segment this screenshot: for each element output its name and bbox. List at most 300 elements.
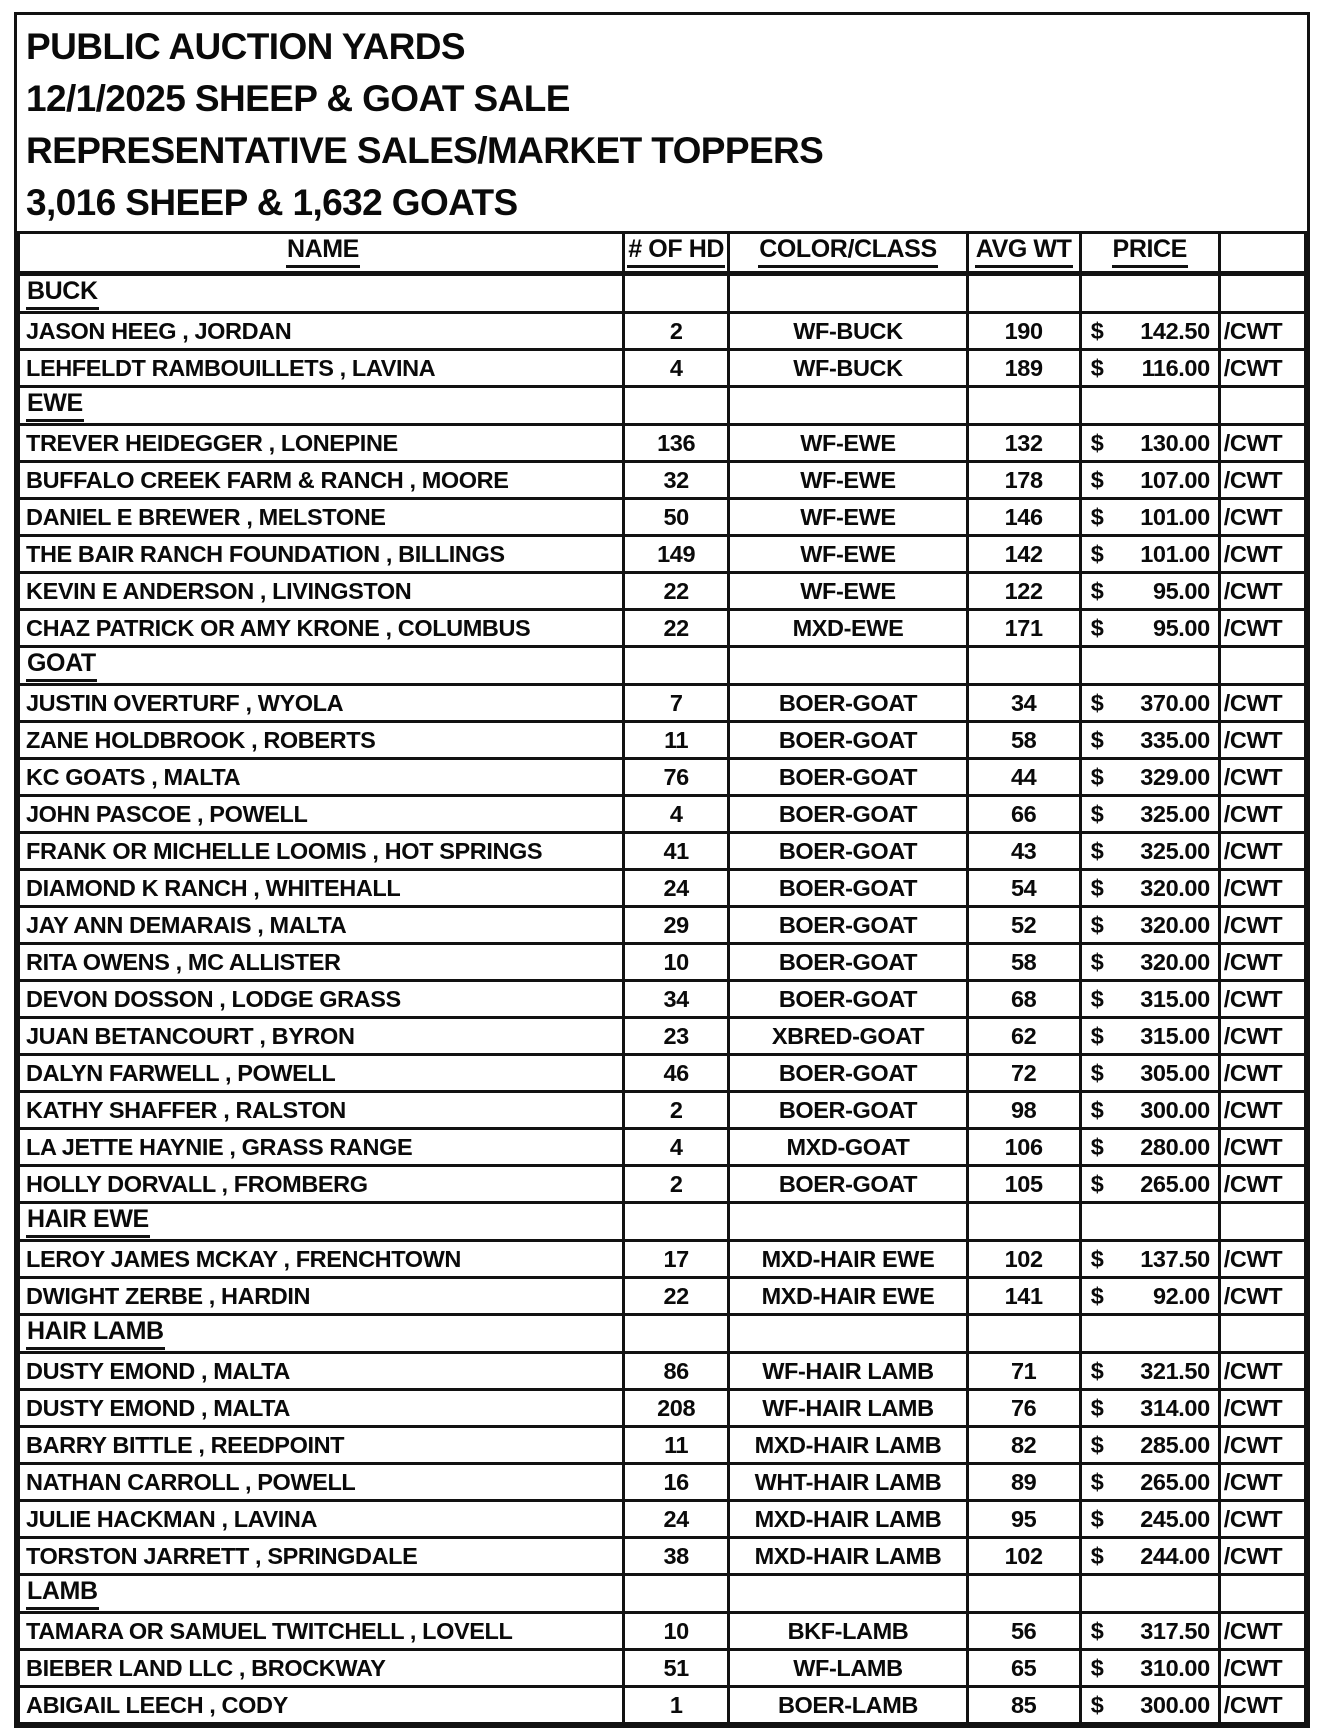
cell-head-count: 16 bbox=[623, 1464, 729, 1501]
price-dollar: $ bbox=[1090, 948, 1104, 975]
cell-avg-weight: 132 bbox=[967, 425, 1080, 462]
cell-avg-weight: 102 bbox=[967, 1538, 1080, 1575]
cell-price bbox=[1080, 499, 1219, 536]
section-label: EWE bbox=[26, 389, 84, 422]
empty-cell bbox=[1080, 1203, 1219, 1241]
price-amount: 107.00 bbox=[1140, 466, 1210, 493]
cell-avg-weight: 58 bbox=[967, 944, 1080, 981]
price-amount: 320.00 bbox=[1140, 874, 1210, 901]
cell-avg-weight: 106 bbox=[967, 1129, 1080, 1166]
price-dollar: $ bbox=[1090, 1022, 1104, 1049]
price-amount: 315.00 bbox=[1140, 985, 1210, 1012]
cell-color-class: BOER-GOAT bbox=[729, 796, 967, 833]
cell-head-count: 11 bbox=[623, 722, 729, 759]
price-dollar: $ bbox=[1090, 985, 1104, 1012]
cell-head-count: 24 bbox=[623, 870, 729, 907]
cell-seller-name: BARRY BITTLE , REEDPOINT bbox=[19, 1427, 624, 1464]
cell-unit: /CWT bbox=[1219, 1687, 1305, 1724]
section-cell bbox=[19, 1203, 624, 1241]
table-row bbox=[19, 944, 1306, 981]
cell-avg-weight: 178 bbox=[967, 462, 1080, 499]
table-row bbox=[19, 870, 1306, 907]
cell-head-count: 38 bbox=[623, 1538, 729, 1575]
col-header-price: PRICE bbox=[1080, 233, 1219, 274]
cell-unit: /CWT bbox=[1219, 462, 1305, 499]
cell-seller-name: ZANE HOLDBROOK , ROBERTS bbox=[19, 722, 624, 759]
cell-seller-name: DUSTY EMOND , MALTA bbox=[19, 1390, 624, 1427]
cell-seller-name: NATHAN CARROLL , POWELL bbox=[19, 1464, 624, 1501]
cell-unit: /CWT bbox=[1219, 1241, 1305, 1278]
cell-avg-weight: 85 bbox=[967, 1687, 1080, 1724]
cell-color-class: XBRED-GOAT bbox=[729, 1018, 967, 1055]
cell-avg-weight: 82 bbox=[967, 1427, 1080, 1464]
table-row bbox=[19, 1018, 1306, 1055]
section-label: HAIR LAMB bbox=[26, 1317, 165, 1350]
cell-color-class: MXD-HAIR LAMB bbox=[729, 1427, 967, 1464]
cell-head-count: 17 bbox=[623, 1241, 729, 1278]
cell-unit: /CWT bbox=[1219, 536, 1305, 573]
cell-color-class: BOER-GOAT bbox=[729, 685, 967, 722]
empty-cell bbox=[1219, 1203, 1305, 1241]
cell-avg-weight: 71 bbox=[967, 1353, 1080, 1390]
sales-table-body bbox=[19, 274, 1306, 1724]
price-dollar: $ bbox=[1090, 726, 1104, 753]
cell-color-class: WF-HAIR LAMB bbox=[729, 1353, 967, 1390]
price-amount: 245.00 bbox=[1140, 1505, 1210, 1532]
price-dollar: $ bbox=[1090, 1431, 1104, 1458]
cell-seller-name: LA JETTE HAYNIE , GRASS RANGE bbox=[19, 1129, 624, 1166]
price-wrap bbox=[1082, 727, 1218, 754]
price-amount: 320.00 bbox=[1140, 948, 1210, 975]
table-row bbox=[19, 722, 1306, 759]
cell-avg-weight: 122 bbox=[967, 573, 1080, 610]
cell-avg-weight: 189 bbox=[967, 350, 1080, 387]
price-wrap bbox=[1082, 1432, 1218, 1459]
price-dollar: $ bbox=[1090, 763, 1104, 790]
cell-head-count: 23 bbox=[623, 1018, 729, 1055]
head-count-summary: 3,016 SHEEP & 1,632 GOATS bbox=[26, 182, 518, 223]
cell-head-count: 32 bbox=[623, 462, 729, 499]
section-cell bbox=[19, 647, 624, 685]
cell-seller-name: JUSTIN OVERTURF , WYOLA bbox=[19, 685, 624, 722]
cell-price bbox=[1080, 313, 1219, 350]
cell-avg-weight: 146 bbox=[967, 499, 1080, 536]
sales-table-header bbox=[19, 233, 1306, 274]
cell-unit: /CWT bbox=[1219, 870, 1305, 907]
cell-price bbox=[1080, 425, 1219, 462]
cell-avg-weight: 98 bbox=[967, 1092, 1080, 1129]
cell-seller-name: JAY ANN DEMARAIS , MALTA bbox=[19, 907, 624, 944]
section-cell bbox=[19, 1575, 624, 1613]
cell-seller-name: JULIE HACKMAN , LAVINA bbox=[19, 1501, 624, 1538]
price-wrap bbox=[1082, 838, 1218, 865]
cell-head-count: 11 bbox=[623, 1427, 729, 1464]
cell-seller-name: HOLLY DORVALL , FROMBERG bbox=[19, 1166, 624, 1203]
price-dollar: $ bbox=[1090, 1059, 1104, 1086]
table-row bbox=[19, 685, 1306, 722]
empty-cell bbox=[729, 387, 967, 425]
cell-unit: /CWT bbox=[1219, 1427, 1305, 1464]
price-wrap bbox=[1082, 1023, 1218, 1050]
price-amount: 370.00 bbox=[1140, 689, 1210, 716]
cell-price bbox=[1080, 536, 1219, 573]
cell-price bbox=[1080, 1427, 1219, 1464]
cell-seller-name: TORSTON JARRETT , SPRINGDALE bbox=[19, 1538, 624, 1575]
cell-unit: /CWT bbox=[1219, 981, 1305, 1018]
section-cell bbox=[19, 387, 624, 425]
price-wrap bbox=[1082, 1134, 1218, 1161]
cell-head-count: 4 bbox=[623, 1129, 729, 1166]
table-row bbox=[19, 1613, 1306, 1650]
empty-cell bbox=[1219, 274, 1305, 313]
table-row bbox=[19, 1166, 1306, 1203]
cell-head-count: 51 bbox=[623, 1650, 729, 1687]
cell-head-count: 7 bbox=[623, 685, 729, 722]
table-row bbox=[19, 759, 1306, 796]
cell-price bbox=[1080, 1390, 1219, 1427]
section-cell bbox=[19, 274, 624, 313]
cell-seller-name: LEROY JAMES MCKAY , FRENCHTOWN bbox=[19, 1241, 624, 1278]
section-label: HAIR EWE bbox=[26, 1205, 150, 1238]
cell-unit: /CWT bbox=[1219, 1129, 1305, 1166]
price-amount: 101.00 bbox=[1140, 540, 1210, 567]
cell-avg-weight: 95 bbox=[967, 1501, 1080, 1538]
price-dollar: $ bbox=[1090, 1170, 1104, 1197]
cell-color-class: WF-BUCK bbox=[729, 350, 967, 387]
empty-cell bbox=[1080, 1315, 1219, 1353]
empty-cell bbox=[1219, 387, 1305, 425]
cell-price bbox=[1080, 685, 1219, 722]
cell-unit: /CWT bbox=[1219, 685, 1305, 722]
cell-color-class: WF-EWE bbox=[729, 462, 967, 499]
empty-cell bbox=[623, 1575, 729, 1613]
cell-head-count: 22 bbox=[623, 573, 729, 610]
cell-unit: /CWT bbox=[1219, 610, 1305, 647]
section-label: LAMB bbox=[26, 1577, 99, 1610]
price-dollar: $ bbox=[1090, 466, 1104, 493]
price-wrap bbox=[1082, 355, 1218, 382]
price-dollar: $ bbox=[1090, 1096, 1104, 1123]
price-wrap bbox=[1082, 801, 1218, 828]
empty-cell bbox=[1219, 1315, 1305, 1353]
table-row bbox=[19, 1501, 1306, 1538]
price-dollar: $ bbox=[1090, 1245, 1104, 1272]
table-row bbox=[19, 1241, 1306, 1278]
cell-avg-weight: 58 bbox=[967, 722, 1080, 759]
cell-seller-name: DEVON DOSSON , LODGE GRASS bbox=[19, 981, 624, 1018]
cell-unit: /CWT bbox=[1219, 1092, 1305, 1129]
cell-seller-name: DALYN FARWELL , POWELL bbox=[19, 1055, 624, 1092]
table-row bbox=[19, 1390, 1306, 1427]
cell-head-count: 2 bbox=[623, 1166, 729, 1203]
table-row bbox=[19, 1650, 1306, 1687]
cell-color-class: BOER-GOAT bbox=[729, 981, 967, 1018]
cell-color-class: MXD-HAIR EWE bbox=[729, 1278, 967, 1315]
cell-price bbox=[1080, 944, 1219, 981]
cell-price bbox=[1080, 722, 1219, 759]
empty-cell bbox=[1219, 647, 1305, 685]
cell-unit: /CWT bbox=[1219, 1018, 1305, 1055]
price-wrap bbox=[1082, 949, 1218, 976]
cell-price bbox=[1080, 1501, 1219, 1538]
price-wrap bbox=[1082, 690, 1218, 717]
price-wrap bbox=[1082, 1097, 1218, 1124]
cell-price bbox=[1080, 350, 1219, 387]
cell-avg-weight: 56 bbox=[967, 1613, 1080, 1650]
cell-color-class: MXD-GOAT bbox=[729, 1129, 967, 1166]
cell-unit: /CWT bbox=[1219, 499, 1305, 536]
price-wrap bbox=[1082, 1543, 1218, 1570]
cell-avg-weight: 68 bbox=[967, 981, 1080, 1018]
cell-price bbox=[1080, 1241, 1219, 1278]
price-wrap bbox=[1082, 615, 1218, 642]
cell-color-class: BOER-GOAT bbox=[729, 944, 967, 981]
cell-price bbox=[1080, 907, 1219, 944]
empty-cell bbox=[729, 1315, 967, 1353]
price-dollar: $ bbox=[1090, 1691, 1104, 1718]
cell-head-count: 2 bbox=[623, 1092, 729, 1129]
section-row bbox=[19, 647, 1306, 685]
cell-color-class: MXD-EWE bbox=[729, 610, 967, 647]
cell-price bbox=[1080, 1055, 1219, 1092]
cell-head-count: 86 bbox=[623, 1353, 729, 1390]
cell-seller-name: CHAZ PATRICK OR AMY KRONE , COLUMBUS bbox=[19, 610, 624, 647]
cell-color-class: BKF-LAMB bbox=[729, 1613, 967, 1650]
price-dollar: $ bbox=[1090, 503, 1104, 530]
price-dollar: $ bbox=[1090, 1282, 1104, 1309]
cell-seller-name: TAMARA OR SAMUEL TWITCHELL , LOVELL bbox=[19, 1613, 624, 1650]
price-amount: 314.00 bbox=[1140, 1394, 1210, 1421]
cell-seller-name: JASON HEEG , JORDAN bbox=[19, 313, 624, 350]
cell-seller-name: JUAN BETANCOURT , BYRON bbox=[19, 1018, 624, 1055]
cell-unit: /CWT bbox=[1219, 796, 1305, 833]
cell-color-class: BOER-GOAT bbox=[729, 759, 967, 796]
report-header bbox=[17, 15, 1307, 231]
cell-color-class: WF-BUCK bbox=[729, 313, 967, 350]
table-row bbox=[19, 462, 1306, 499]
cell-avg-weight: 102 bbox=[967, 1241, 1080, 1278]
cell-avg-weight: 171 bbox=[967, 610, 1080, 647]
price-amount: 325.00 bbox=[1140, 800, 1210, 827]
cell-unit: /CWT bbox=[1219, 1464, 1305, 1501]
section-row bbox=[19, 387, 1306, 425]
report-subtitle: REPRESENTATIVE SALES/MARKET TOPPERS bbox=[26, 130, 824, 171]
cell-color-class: BOER-GOAT bbox=[729, 722, 967, 759]
cell-unit: /CWT bbox=[1219, 722, 1305, 759]
cell-head-count: 208 bbox=[623, 1390, 729, 1427]
cell-color-class: BOER-GOAT bbox=[729, 870, 967, 907]
section-label: GOAT bbox=[26, 649, 97, 682]
cell-unit: /CWT bbox=[1219, 759, 1305, 796]
cell-seller-name: DANIEL E BREWER , MELSTONE bbox=[19, 499, 624, 536]
price-wrap bbox=[1082, 1395, 1218, 1422]
section-row bbox=[19, 1575, 1306, 1613]
cell-seller-name: LEHFELDT RAMBOUILLETS , LAVINA bbox=[19, 350, 624, 387]
cell-unit: /CWT bbox=[1219, 833, 1305, 870]
price-dollar: $ bbox=[1090, 1617, 1104, 1644]
empty-cell bbox=[729, 274, 967, 313]
empty-cell bbox=[729, 1203, 967, 1241]
cell-unit: /CWT bbox=[1219, 1278, 1305, 1315]
price-wrap bbox=[1082, 912, 1218, 939]
cell-color-class: WF-HAIR LAMB bbox=[729, 1390, 967, 1427]
cell-price bbox=[1080, 1166, 1219, 1203]
price-wrap bbox=[1082, 467, 1218, 494]
cell-seller-name: DUSTY EMOND , MALTA bbox=[19, 1353, 624, 1390]
empty-cell bbox=[1080, 274, 1219, 313]
empty-cell bbox=[623, 274, 729, 313]
empty-cell bbox=[729, 647, 967, 685]
cell-head-count: 10 bbox=[623, 944, 729, 981]
cell-head-count: 10 bbox=[623, 1613, 729, 1650]
cell-head-count: 24 bbox=[623, 1501, 729, 1538]
price-amount: 305.00 bbox=[1140, 1059, 1210, 1086]
price-wrap bbox=[1082, 541, 1218, 568]
empty-cell bbox=[967, 274, 1080, 313]
cell-head-count: 2 bbox=[623, 313, 729, 350]
cell-seller-name: RITA OWENS , MC ALLISTER bbox=[19, 944, 624, 981]
price-dollar: $ bbox=[1090, 577, 1104, 604]
cell-unit: /CWT bbox=[1219, 1166, 1305, 1203]
price-amount: 310.00 bbox=[1140, 1654, 1210, 1681]
cell-unit: /CWT bbox=[1219, 907, 1305, 944]
cell-avg-weight: 142 bbox=[967, 536, 1080, 573]
price-amount: 265.00 bbox=[1140, 1170, 1210, 1197]
price-amount: 325.00 bbox=[1140, 837, 1210, 864]
empty-cell bbox=[623, 647, 729, 685]
cell-seller-name: DIAMOND K RANCH , WHITEHALL bbox=[19, 870, 624, 907]
table-row bbox=[19, 1092, 1306, 1129]
table-row bbox=[19, 1538, 1306, 1575]
cell-seller-name: FRANK OR MICHELLE LOOMIS , HOT SPRINGS bbox=[19, 833, 624, 870]
cell-price bbox=[1080, 1018, 1219, 1055]
cell-avg-weight: 141 bbox=[967, 1278, 1080, 1315]
price-amount: 280.00 bbox=[1140, 1133, 1210, 1160]
cell-avg-weight: 34 bbox=[967, 685, 1080, 722]
col-header-name: NAME bbox=[19, 233, 624, 274]
price-wrap bbox=[1082, 1692, 1218, 1719]
cell-price bbox=[1080, 1278, 1219, 1315]
sale-date-title: 12/1/2025 SHEEP & GOAT SALE bbox=[26, 78, 570, 119]
price-amount: 101.00 bbox=[1140, 503, 1210, 530]
price-dollar: $ bbox=[1090, 1505, 1104, 1532]
price-amount: 130.00 bbox=[1140, 429, 1210, 456]
section-label: BUCK bbox=[26, 277, 99, 310]
section-row bbox=[19, 274, 1306, 313]
cell-price bbox=[1080, 1092, 1219, 1129]
cell-color-class: BOER-GOAT bbox=[729, 1092, 967, 1129]
cell-price bbox=[1080, 1650, 1219, 1687]
price-amount: 92.00 bbox=[1152, 1282, 1210, 1309]
table-row bbox=[19, 499, 1306, 536]
table-row bbox=[19, 610, 1306, 647]
price-dollar: $ bbox=[1090, 540, 1104, 567]
cell-head-count: 4 bbox=[623, 350, 729, 387]
price-wrap bbox=[1082, 1358, 1218, 1385]
cell-color-class: WHT-HAIR LAMB bbox=[729, 1464, 967, 1501]
price-dollar: $ bbox=[1090, 429, 1104, 456]
cell-head-count: 1 bbox=[623, 1687, 729, 1724]
table-row bbox=[19, 1464, 1306, 1501]
table-row bbox=[19, 1055, 1306, 1092]
cell-head-count: 46 bbox=[623, 1055, 729, 1092]
price-dollar: $ bbox=[1090, 614, 1104, 641]
price-dollar: $ bbox=[1090, 1654, 1104, 1681]
cell-avg-weight: 54 bbox=[967, 870, 1080, 907]
empty-cell bbox=[1080, 387, 1219, 425]
cell-avg-weight: 62 bbox=[967, 1018, 1080, 1055]
col-header-unit bbox=[1219, 233, 1305, 274]
cell-avg-weight: 43 bbox=[967, 833, 1080, 870]
price-amount: 317.50 bbox=[1140, 1617, 1210, 1644]
price-amount: 320.00 bbox=[1140, 911, 1210, 938]
cell-color-class: BOER-LAMB bbox=[729, 1687, 967, 1724]
cell-color-class: BOER-GOAT bbox=[729, 833, 967, 870]
cell-color-class: MXD-HAIR LAMB bbox=[729, 1501, 967, 1538]
section-row bbox=[19, 1203, 1306, 1241]
cell-price bbox=[1080, 1353, 1219, 1390]
cell-unit: /CWT bbox=[1219, 1390, 1305, 1427]
cell-color-class: MXD-HAIR LAMB bbox=[729, 1538, 967, 1575]
table-row bbox=[19, 350, 1306, 387]
cell-price bbox=[1080, 796, 1219, 833]
price-dollar: $ bbox=[1090, 1468, 1104, 1495]
cell-avg-weight: 52 bbox=[967, 907, 1080, 944]
empty-cell bbox=[1080, 1575, 1219, 1613]
cell-head-count: 76 bbox=[623, 759, 729, 796]
cell-color-class: WF-LAMB bbox=[729, 1650, 967, 1687]
price-amount: 335.00 bbox=[1140, 726, 1210, 753]
price-dollar: $ bbox=[1090, 1542, 1104, 1569]
cell-price bbox=[1080, 573, 1219, 610]
cell-head-count: 22 bbox=[623, 610, 729, 647]
price-wrap bbox=[1082, 1060, 1218, 1087]
cell-avg-weight: 105 bbox=[967, 1166, 1080, 1203]
price-wrap bbox=[1082, 1469, 1218, 1496]
price-wrap bbox=[1082, 1283, 1218, 1310]
cell-seller-name: THE BAIR RANCH FOUNDATION , BILLINGS bbox=[19, 536, 624, 573]
price-amount: 137.50 bbox=[1140, 1245, 1210, 1272]
section-row bbox=[19, 1315, 1306, 1353]
cell-price bbox=[1080, 759, 1219, 796]
price-wrap bbox=[1082, 318, 1218, 345]
price-amount: 285.00 bbox=[1140, 1431, 1210, 1458]
col-header-avg-weight: AVG WT bbox=[967, 233, 1080, 274]
empty-cell bbox=[967, 1203, 1080, 1241]
empty-cell bbox=[729, 1575, 967, 1613]
cell-avg-weight: 89 bbox=[967, 1464, 1080, 1501]
sales-table bbox=[17, 231, 1307, 1725]
empty-cell bbox=[967, 387, 1080, 425]
cell-unit: /CWT bbox=[1219, 1538, 1305, 1575]
price-dollar: $ bbox=[1090, 911, 1104, 938]
price-amount: 265.00 bbox=[1140, 1468, 1210, 1495]
cell-seller-name: BUFFALO CREEK FARM & RANCH , MOORE bbox=[19, 462, 624, 499]
cell-color-class: BOER-GOAT bbox=[729, 1166, 967, 1203]
empty-cell bbox=[1219, 1575, 1305, 1613]
price-amount: 142.50 bbox=[1140, 317, 1210, 344]
price-wrap bbox=[1082, 1506, 1218, 1533]
cell-color-class: BOER-GOAT bbox=[729, 907, 967, 944]
cell-avg-weight: 44 bbox=[967, 759, 1080, 796]
price-dollar: $ bbox=[1090, 800, 1104, 827]
cell-avg-weight: 66 bbox=[967, 796, 1080, 833]
cell-head-count: 136 bbox=[623, 425, 729, 462]
price-amount: 315.00 bbox=[1140, 1022, 1210, 1049]
price-wrap bbox=[1082, 986, 1218, 1013]
cell-price bbox=[1080, 610, 1219, 647]
cell-color-class: WF-EWE bbox=[729, 499, 967, 536]
